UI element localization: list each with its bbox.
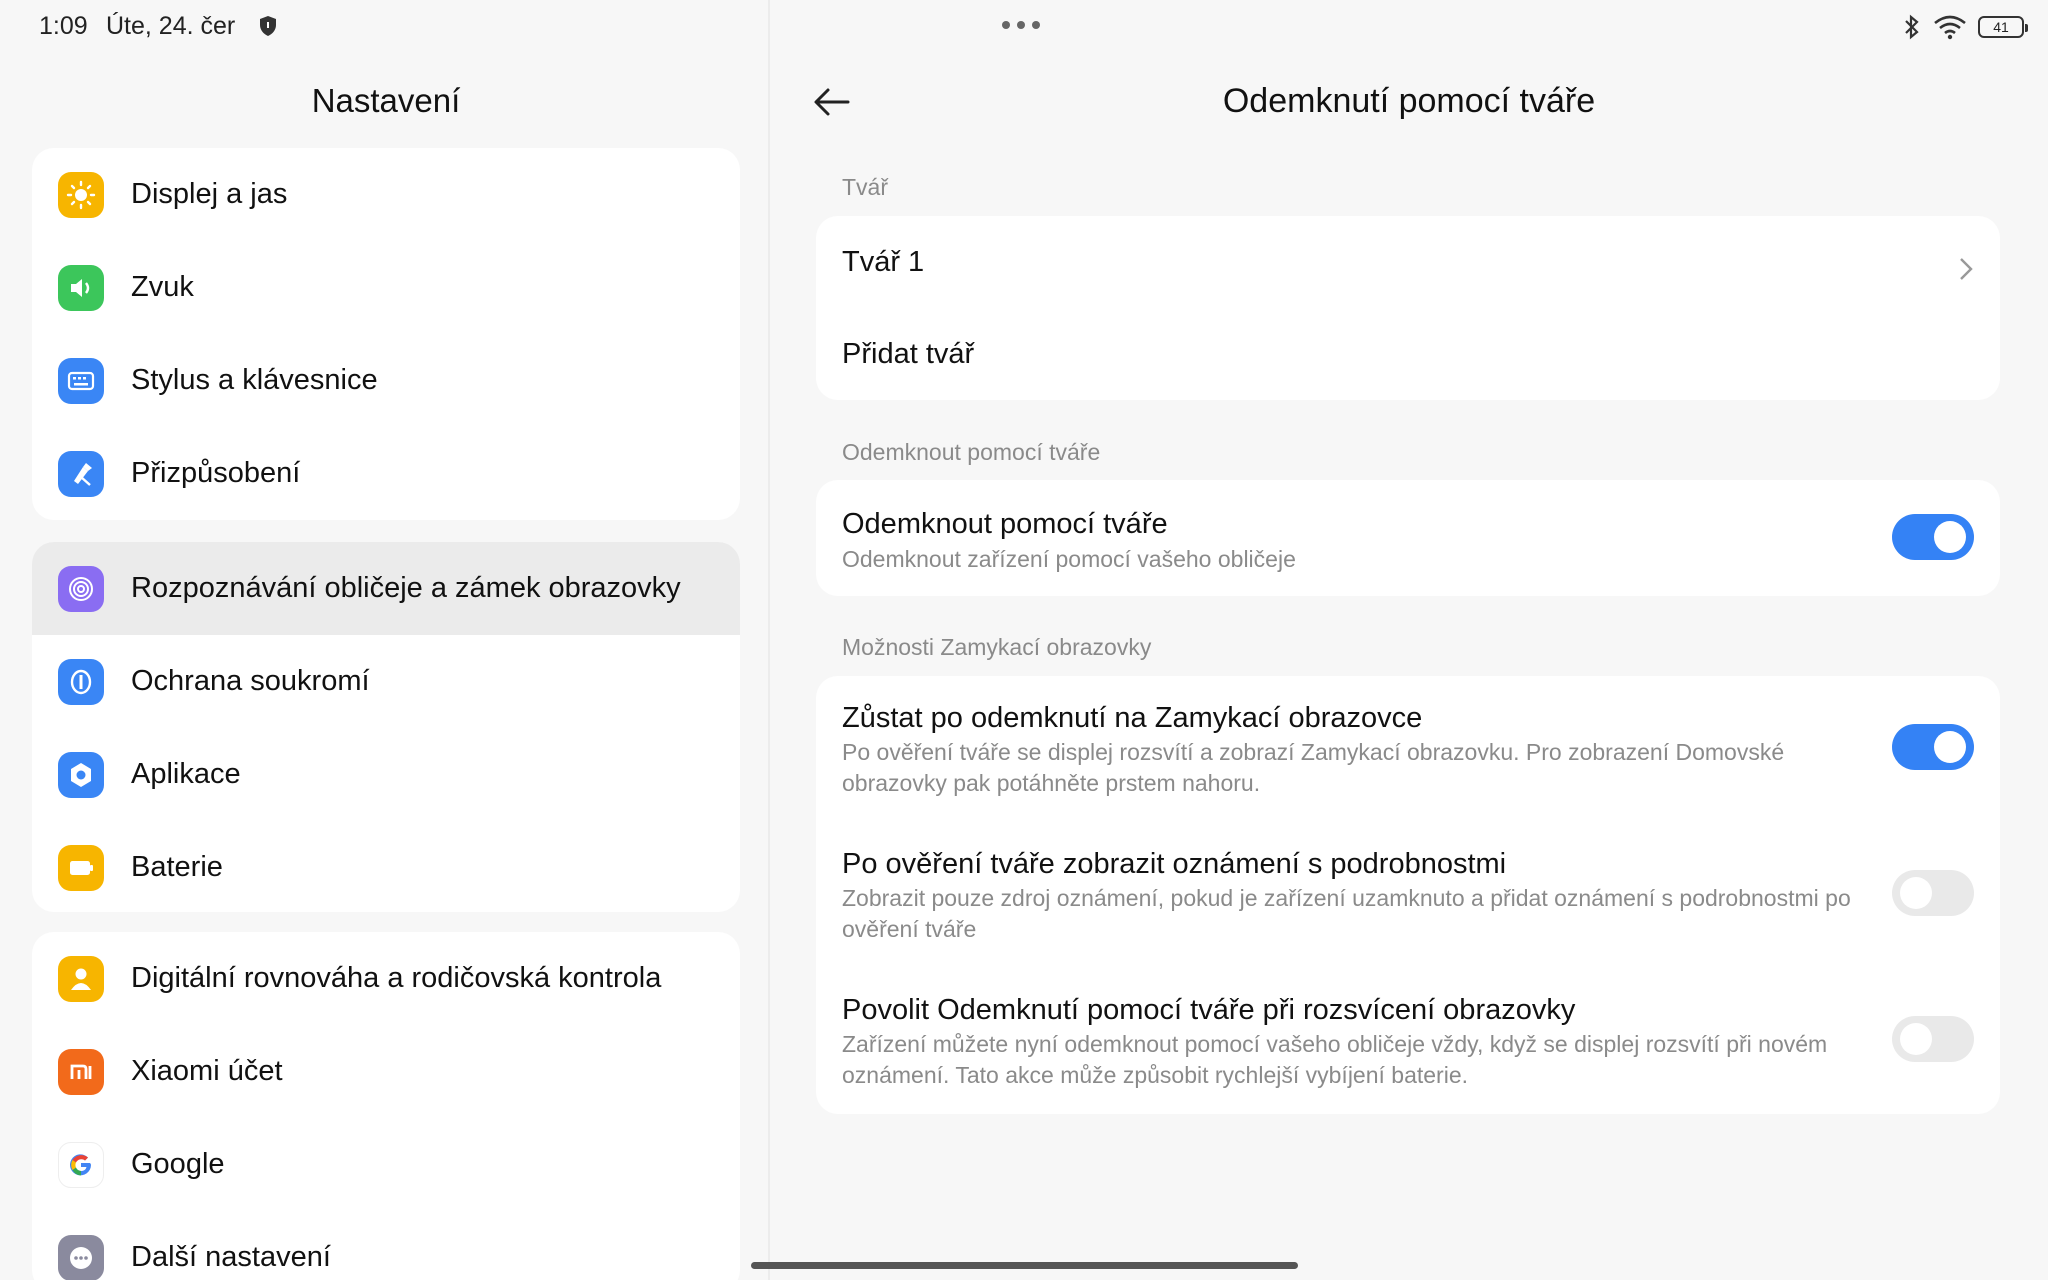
sidebar-item-more-settings[interactable] (32, 1211, 740, 1280)
sidebar-item-label: Přizpůsobení (131, 457, 301, 489)
section-label-face: Tvář (842, 174, 888, 200)
privacy-icon (58, 659, 104, 705)
show-notifications-subtitle: Zobrazit pouze zdroj oznámení, pokud je zařízení uzamknuto a přidat oznámení s podrobnostmi po ověření tváře (842, 885, 1851, 942)
section-label-unlock: Odemknout pomocí tváře (842, 439, 1101, 465)
stay-on-lockscreen-toggle[interactable] (1892, 724, 1974, 770)
status-date: Úte, 24. čer (106, 12, 236, 40)
show-notifications-title: Po ověření tváře zobrazit oznámení s podrobnostmi (842, 848, 1507, 880)
sidebar-item-label: Displej a jas (131, 178, 288, 210)
unlock-card (816, 480, 2000, 596)
sidebar-item-battery[interactable] (32, 821, 740, 912)
unlock-subtitle: Odemknout zařízení pomocí vašeho obličeje (842, 546, 1296, 572)
stay-on-lockscreen-subtitle: Po ověření tváře se displej rozsvítí a zobrazí Zamykací obrazovku. Pro zobrazení Domovské obrazovky pak potáhněte prstem nahoru. (842, 739, 1785, 796)
sidebar-item-label: Stylus a klávesnice (131, 364, 378, 396)
sidebar-item-label: Zvuk (131, 271, 194, 303)
add-face-label: Přidat tvář (842, 338, 975, 370)
home-indicator[interactable] (751, 1262, 1298, 1269)
sidebar-item-label: Digitální rovnováha a rodičovská kontrola (131, 962, 662, 994)
sidebar-item-xiaomi-account[interactable] (32, 1025, 740, 1118)
battery-icon (58, 845, 104, 891)
unlock-toggle[interactable] (1892, 514, 1974, 560)
speaker-icon (58, 265, 104, 311)
battery-indicator: 41 (1978, 16, 2024, 38)
mi-icon (58, 1049, 104, 1095)
sidebar-item-display[interactable] (32, 148, 740, 241)
settings-group (32, 148, 740, 520)
sidebar-item-label: Další nastavení (131, 1241, 331, 1273)
show-notifications-toggle[interactable] (1892, 870, 1974, 916)
show-notifications-row[interactable] (816, 822, 2000, 968)
face-1-row[interactable] (816, 216, 2000, 308)
face-1-label: Tvář 1 (842, 246, 925, 278)
sidebar-item-sound[interactable] (32, 241, 740, 334)
unlock-on-wake-subtitle: Zařízení můžete nyní odemknout pomocí vašeho obličeje vždy, když se displej rozsvítí při novém oznámení. Tato akce může způsobit rychlejší vybíjení baterie. (842, 1031, 1828, 1088)
sidebar-item-label: Ochrana soukromí (131, 665, 370, 697)
sidebar-item-label: Xiaomi účet (131, 1055, 283, 1087)
settings-group (32, 932, 740, 1280)
lockscreen-card (816, 676, 2000, 1114)
sidebar-item-label: Aplikace (131, 758, 241, 790)
detail-pane (770, 0, 2048, 1280)
stay-on-lockscreen-title: Zůstat po odemknutí na Zamykací obrazovce (842, 702, 1423, 734)
unlock-on-wake-toggle[interactable] (1892, 1016, 1974, 1062)
person-icon (58, 956, 104, 1002)
unlock-title: Odemknout pomocí tváře (842, 508, 1168, 540)
keyboard-icon (58, 358, 104, 404)
section-label-lockscreen: Možnosti Zamykací obrazovky (842, 634, 1152, 660)
settings-sidebar (0, 0, 768, 1280)
sidebar-item-personalization[interactable] (32, 427, 740, 520)
sidebar-item-privacy[interactable] (32, 635, 740, 728)
status-time: 1:09 (39, 12, 88, 40)
unlock-row[interactable] (816, 480, 2000, 596)
unlock-on-wake-row[interactable] (816, 968, 2000, 1114)
brush-icon (58, 451, 104, 497)
sidebar-item-label: Google (131, 1148, 225, 1180)
sidebar-item-apps[interactable] (32, 728, 740, 821)
gear-icon (58, 752, 104, 798)
sidebar-item-label: Baterie (131, 851, 223, 883)
face-card (816, 216, 2000, 400)
fingerprint-icon (58, 566, 104, 612)
sun-icon (58, 172, 104, 218)
sidebar-item-google[interactable] (32, 1118, 740, 1211)
settings-group (32, 542, 740, 912)
sidebar-item-label: Rozpoznávání obličeje a zámek obrazovky (131, 572, 681, 604)
add-face-row[interactable] (816, 308, 2000, 400)
sidebar-title: Nastavení (311, 82, 461, 119)
google-icon (58, 1142, 104, 1188)
chevron-right-icon (1958, 256, 1974, 282)
sidebar-item-face-lockscreen[interactable] (32, 542, 740, 635)
sidebar-item-stylus-keyboard[interactable] (32, 334, 740, 427)
stay-on-lockscreen-row[interactable] (816, 676, 2000, 822)
page-title: Odemknutí pomocí tváře (1222, 82, 1596, 120)
unlock-on-wake-title: Povolit Odemknutí pomocí tváře při rozsvícení obrazovky (842, 994, 1576, 1026)
sidebar-item-digital-wellbeing[interactable] (32, 932, 740, 1025)
more-icon (58, 1235, 104, 1280)
